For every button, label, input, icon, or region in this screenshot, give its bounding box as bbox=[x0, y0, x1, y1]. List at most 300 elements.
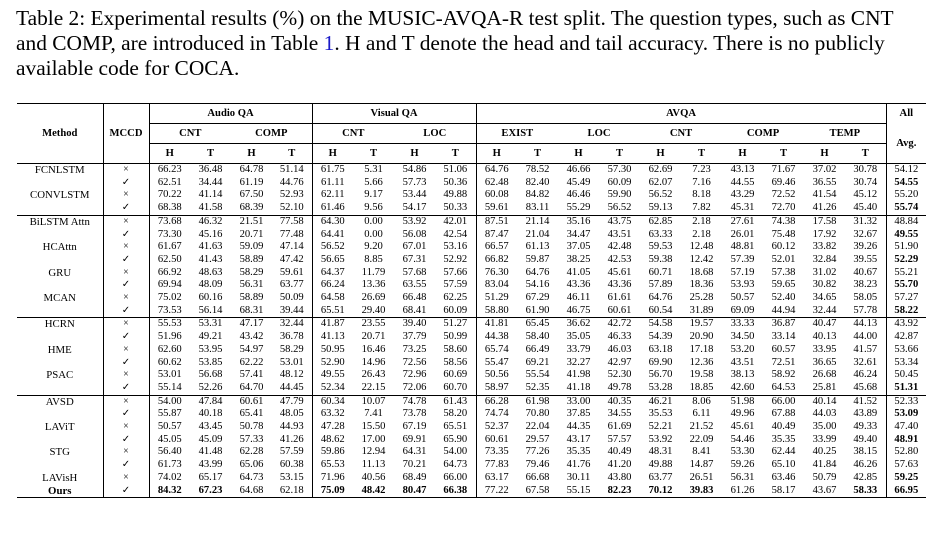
value-cell: 64.78 bbox=[231, 164, 272, 177]
value-cell: 56.52 bbox=[648, 189, 673, 201]
value-cell: 68.31 bbox=[239, 304, 264, 316]
value-cell: 57.39 bbox=[730, 253, 755, 265]
value-cell: 32.27 bbox=[566, 356, 591, 368]
value-cell: 59.65 bbox=[771, 279, 796, 291]
value-cell: 73.25 bbox=[402, 343, 427, 355]
value-cell: 64.73 bbox=[435, 459, 476, 472]
value-cell: 40.56 bbox=[361, 471, 386, 483]
value-cell: 59.09 bbox=[239, 241, 264, 253]
value-cell: 41.14 bbox=[198, 189, 223, 201]
avg-header: Avg. bbox=[896, 137, 917, 149]
visual-qa-header: Visual QA bbox=[312, 104, 476, 124]
method-cell: AVSD bbox=[17, 395, 103, 408]
value-cell: 40.35 bbox=[599, 395, 640, 408]
value-cell: 47.28 bbox=[320, 421, 345, 433]
value-cell: 46.33 bbox=[607, 331, 632, 343]
value-cell: 7.82 bbox=[692, 202, 711, 214]
value-cell: 55.54 bbox=[525, 369, 550, 381]
value-cell: 78.52 bbox=[517, 164, 558, 177]
value-cell: 59.13 bbox=[648, 202, 673, 214]
value-cell: 6.11 bbox=[692, 408, 711, 420]
value-cell: 65.45 bbox=[517, 318, 558, 331]
value-cell: 46.26 bbox=[845, 459, 886, 472]
value-cell: 37.05 bbox=[566, 241, 591, 253]
value-cell: 49.21 bbox=[198, 331, 223, 343]
value-cell: 12.94 bbox=[361, 446, 386, 458]
value-cell: 63.46 bbox=[771, 471, 796, 483]
value-cell: 73.68 bbox=[149, 215, 190, 228]
value-cell: 18.68 bbox=[689, 266, 714, 278]
value-cell: 50.33 bbox=[435, 202, 476, 215]
value-cell: 26.43 bbox=[361, 369, 386, 381]
value-cell: 30.82 bbox=[812, 279, 837, 291]
value-cell: 55.70 bbox=[894, 279, 919, 291]
value-cell: 45.61 bbox=[607, 266, 632, 278]
value-cell: 23.55 bbox=[353, 318, 394, 331]
value-cell: 82.23 bbox=[607, 484, 632, 496]
value-cell: 8.85 bbox=[364, 253, 383, 265]
value-cell: 52.26 bbox=[198, 381, 223, 393]
value-cell: 41.13 bbox=[320, 331, 345, 343]
all-header: All bbox=[899, 108, 914, 120]
check-icon: ✓ bbox=[103, 177, 149, 190]
value-cell: 50.78 bbox=[239, 421, 264, 433]
value-cell: 41.52 bbox=[845, 395, 886, 408]
value-cell: 49.96 bbox=[730, 408, 755, 420]
check-icon: ✓ bbox=[103, 357, 149, 370]
value-cell: 41.48 bbox=[198, 446, 223, 458]
value-cell: 39.26 bbox=[845, 241, 886, 254]
cross-icon: × bbox=[103, 164, 149, 177]
value-cell: 40.25 bbox=[812, 446, 837, 458]
value-cell: 30.78 bbox=[845, 164, 886, 177]
value-cell: 57.63 bbox=[894, 459, 919, 471]
cross-icon: × bbox=[103, 446, 149, 459]
value-cell: 13.36 bbox=[361, 279, 386, 291]
value-cell: 51.14 bbox=[272, 164, 312, 177]
value-cell: 67.88 bbox=[771, 408, 796, 420]
value-cell: 62.85 bbox=[640, 215, 681, 228]
value-cell: 61.67 bbox=[157, 241, 182, 253]
value-cell: 2.18 bbox=[681, 215, 722, 228]
avqa-header: AVQA bbox=[476, 104, 886, 124]
value-cell: 33.33 bbox=[722, 318, 763, 331]
value-cell: 31.89 bbox=[689, 304, 714, 316]
value-cell: 53.44 bbox=[402, 189, 427, 201]
value-cell: 63.18 bbox=[648, 343, 673, 355]
value-cell: 52.40 bbox=[771, 292, 796, 304]
value-cell: 41.98 bbox=[566, 369, 591, 381]
value-cell: 43.29 bbox=[730, 189, 755, 201]
value-cell: 17.00 bbox=[361, 433, 386, 445]
value-cell: 70.21 bbox=[402, 459, 427, 471]
value-cell: 65.06 bbox=[239, 459, 264, 471]
value-cell: 19.58 bbox=[689, 369, 714, 381]
value-cell: 42.01 bbox=[435, 215, 476, 228]
value-cell: 63.17 bbox=[484, 471, 509, 483]
value-cell: 48.62 bbox=[320, 433, 345, 445]
value-cell: 7.16 bbox=[692, 176, 711, 188]
value-cell: 56.08 bbox=[402, 228, 427, 240]
table-row bbox=[17, 434, 926, 447]
value-cell: 56.31 bbox=[239, 279, 264, 291]
value-cell: 61.43 bbox=[435, 395, 476, 408]
value-cell: 61.75 bbox=[312, 164, 353, 177]
value-cell: 43.36 bbox=[566, 279, 591, 291]
value-cell: 66.24 bbox=[320, 279, 345, 291]
value-cell: 39.40 bbox=[394, 318, 435, 331]
value-cell: 60.57 bbox=[771, 343, 796, 355]
value-cell: 2.18 bbox=[692, 228, 711, 240]
value-cell: 84.32 bbox=[157, 484, 182, 496]
value-cell: 33.00 bbox=[558, 395, 599, 408]
value-cell: 61.61 bbox=[607, 292, 632, 304]
value-cell: 55.20 bbox=[894, 189, 919, 201]
value-cell: 48.91 bbox=[894, 433, 919, 445]
value-cell: 54.55 bbox=[894, 176, 919, 188]
value-cell: 12.42 bbox=[689, 253, 714, 265]
sub-header-visual-cnt: CNT bbox=[312, 124, 394, 144]
value-cell: 33.95 bbox=[812, 343, 837, 355]
value-cell: 50.57 bbox=[157, 421, 182, 433]
table-row bbox=[17, 279, 926, 292]
value-cell: 53.85 bbox=[198, 356, 223, 368]
value-cell: 54.12 bbox=[886, 164, 926, 177]
value-cell: 57.66 bbox=[435, 267, 476, 280]
method-cell bbox=[17, 177, 103, 190]
value-cell: 42.53 bbox=[607, 253, 632, 265]
value-cell: 64.37 bbox=[320, 266, 345, 278]
value-cell: 42.54 bbox=[435, 229, 476, 242]
value-cell: 40.49 bbox=[607, 446, 632, 458]
value-cell: 57.27 bbox=[894, 292, 919, 304]
value-cell: 44.76 bbox=[272, 177, 312, 190]
sub-header-avqa-loc: LOC bbox=[558, 124, 640, 144]
value-cell: 47.79 bbox=[272, 395, 312, 408]
method-cell: STG bbox=[17, 446, 103, 459]
sub-header-visual-loc: LOC bbox=[394, 124, 476, 144]
value-cell: 57.19 bbox=[730, 266, 755, 278]
value-cell: 34.50 bbox=[730, 331, 755, 343]
method-cell: HME bbox=[17, 344, 103, 357]
value-cell: 49.78 bbox=[607, 381, 632, 393]
value-cell: 54.86 bbox=[394, 164, 435, 177]
value-cell: 53.31 bbox=[190, 318, 231, 331]
value-cell: 46.46 bbox=[566, 189, 591, 201]
value-cell: 41.05 bbox=[566, 266, 591, 278]
value-cell: 20.71 bbox=[239, 228, 264, 240]
value-cell: 54.16 bbox=[525, 279, 550, 291]
check-icon: ✓ bbox=[103, 485, 149, 498]
value-cell: 8.06 bbox=[681, 395, 722, 408]
value-cell: 57.33 bbox=[239, 433, 264, 445]
value-cell: 53.01 bbox=[157, 369, 182, 381]
value-cell: 32.84 bbox=[812, 253, 837, 265]
value-cell: 32.67 bbox=[845, 229, 886, 242]
value-cell: 64.76 bbox=[525, 266, 550, 278]
value-cell: 62.50 bbox=[157, 253, 182, 265]
table-row bbox=[17, 202, 926, 215]
value-cell: 57.59 bbox=[272, 446, 312, 459]
table-row bbox=[17, 241, 926, 254]
value-cell: 77.48 bbox=[272, 229, 312, 242]
table-row bbox=[17, 229, 926, 242]
value-cell: 41.84 bbox=[812, 459, 837, 471]
value-cell: 61.73 bbox=[157, 459, 182, 471]
value-cell: 5.31 bbox=[353, 164, 394, 177]
value-cell: 56.52 bbox=[607, 202, 632, 214]
caption-suffix: . H and T denote the head and tail accuracy. There is no publicly available code for COCA. bbox=[16, 31, 885, 80]
value-cell: 36.78 bbox=[272, 331, 312, 344]
head-accuracy-header: H bbox=[738, 148, 747, 159]
value-cell: 44.00 bbox=[845, 331, 886, 344]
value-cell: 21.04 bbox=[525, 228, 550, 240]
value-cell: 52.30 bbox=[607, 369, 632, 381]
value-cell: 7.41 bbox=[364, 408, 383, 420]
value-cell: 17.92 bbox=[812, 228, 837, 240]
value-cell: 0.00 bbox=[364, 228, 383, 240]
value-cell: 29.40 bbox=[361, 304, 386, 316]
value-cell: 35.05 bbox=[566, 331, 591, 343]
value-cell: 26.68 bbox=[812, 369, 837, 381]
value-cell: 67.31 bbox=[402, 253, 427, 265]
value-cell: 65.51 bbox=[320, 304, 345, 316]
check-icon: ✓ bbox=[103, 382, 149, 395]
head-accuracy-header: H bbox=[656, 148, 665, 159]
value-cell: 60.71 bbox=[648, 266, 673, 278]
value-cell: 68.49 bbox=[402, 471, 427, 483]
value-cell: 61.11 bbox=[321, 176, 345, 188]
value-cell: 47.17 bbox=[231, 318, 272, 331]
value-cell: 5.66 bbox=[364, 176, 383, 188]
value-cell: 64.68 bbox=[239, 484, 264, 496]
value-cell: 33.99 bbox=[812, 433, 837, 445]
value-cell: 34.44 bbox=[198, 176, 223, 188]
value-cell: 58.20 bbox=[435, 408, 476, 421]
sub-header-audio-cnt: CNT bbox=[149, 124, 231, 144]
value-cell: 57.68 bbox=[402, 266, 427, 278]
value-cell: 46.24 bbox=[845, 369, 886, 382]
value-cell: 58.89 bbox=[239, 253, 264, 265]
value-cell: 43.99 bbox=[198, 459, 223, 471]
value-cell: 62.22 bbox=[239, 356, 264, 368]
value-cell: 52.01 bbox=[771, 253, 796, 265]
value-cell: 41.26 bbox=[272, 434, 312, 447]
value-cell: 66.82 bbox=[484, 253, 509, 265]
value-cell: 60.09 bbox=[607, 176, 632, 188]
method-cell bbox=[17, 202, 103, 215]
method-cell bbox=[17, 408, 103, 421]
value-cell: 47.84 bbox=[190, 395, 231, 408]
check-icon: ✓ bbox=[103, 305, 149, 318]
value-cell: 35.16 bbox=[558, 215, 599, 228]
value-cell: 21.51 bbox=[231, 215, 272, 228]
table-row bbox=[17, 215, 926, 228]
tail-accuracy-header: T bbox=[369, 148, 378, 159]
value-cell: 57.78 bbox=[845, 305, 886, 318]
value-cell: 56.31 bbox=[730, 471, 755, 483]
sub-header-avqa-comp: COMP bbox=[722, 124, 804, 144]
value-cell: 62.28 bbox=[239, 446, 264, 458]
value-cell: 69.09 bbox=[730, 304, 755, 316]
value-cell: 51.31 bbox=[894, 381, 919, 393]
check-icon: ✓ bbox=[103, 254, 149, 267]
table-reference-link[interactable]: 1 bbox=[323, 31, 335, 55]
value-cell: 41.63 bbox=[198, 241, 223, 253]
value-cell: 60.61 bbox=[484, 433, 509, 445]
value-cell: 57.59 bbox=[435, 279, 476, 292]
value-cell: 47.14 bbox=[272, 241, 312, 254]
value-cell: 53.01 bbox=[272, 357, 312, 370]
sub-header-avqa-temp: TEMP bbox=[804, 124, 886, 144]
table-row bbox=[17, 459, 926, 472]
value-cell: 27.61 bbox=[722, 215, 763, 228]
value-cell: 31.32 bbox=[845, 215, 886, 228]
value-cell: 66.38 bbox=[435, 485, 476, 498]
value-cell: 61.26 bbox=[730, 484, 755, 496]
sub-header-avqa-cnt: CNT bbox=[640, 124, 722, 144]
value-cell: 50.45 bbox=[894, 369, 919, 381]
value-cell: 53.15 bbox=[272, 472, 312, 485]
value-cell: 29.57 bbox=[525, 433, 550, 445]
value-cell: 43.80 bbox=[607, 471, 632, 483]
value-cell: 53.28 bbox=[648, 381, 673, 393]
value-cell: 43.51 bbox=[607, 228, 632, 240]
value-cell: 79.46 bbox=[525, 459, 550, 471]
value-cell: 35.53 bbox=[648, 408, 673, 420]
value-cell: 7.23 bbox=[681, 164, 722, 177]
method-cell bbox=[17, 382, 103, 395]
value-cell: 32.44 bbox=[812, 304, 837, 316]
value-cell: 42.48 bbox=[607, 241, 632, 253]
value-cell: 46.66 bbox=[558, 164, 599, 177]
value-cell: 33.79 bbox=[566, 343, 591, 355]
value-cell: 48.42 bbox=[361, 484, 386, 496]
method-cell: Ours bbox=[17, 485, 103, 498]
value-cell: 36.55 bbox=[812, 176, 837, 188]
value-cell: 72.70 bbox=[771, 202, 796, 214]
value-cell: 37.02 bbox=[804, 164, 845, 177]
value-cell: 56.14 bbox=[198, 304, 223, 316]
table-row bbox=[17, 305, 926, 318]
head-accuracy-header: H bbox=[328, 148, 337, 159]
value-cell: 50.95 bbox=[320, 343, 345, 355]
value-cell: 43.45 bbox=[198, 421, 223, 433]
table-row bbox=[17, 177, 926, 190]
value-cell: 53.95 bbox=[198, 343, 223, 355]
value-cell: 55.74 bbox=[894, 202, 919, 214]
value-cell: 58.17 bbox=[771, 484, 796, 496]
value-cell: 45.09 bbox=[198, 433, 223, 445]
value-cell: 8.18 bbox=[692, 189, 711, 201]
value-cell: 66.28 bbox=[476, 395, 517, 408]
value-cell: 34.65 bbox=[812, 292, 837, 304]
value-cell: 71.96 bbox=[320, 471, 345, 483]
check-icon: ✓ bbox=[103, 229, 149, 242]
value-cell: 45.49 bbox=[566, 176, 591, 188]
value-cell: 72.96 bbox=[402, 369, 427, 381]
value-cell: 73.30 bbox=[157, 228, 182, 240]
value-cell: 55.14 bbox=[157, 381, 182, 393]
value-cell: 61.69 bbox=[607, 421, 632, 433]
value-cell: 25.28 bbox=[689, 292, 714, 304]
value-cell: 48.31 bbox=[648, 446, 673, 458]
value-cell: 59.25 bbox=[894, 471, 919, 483]
value-cell: 45.40 bbox=[845, 202, 886, 215]
cross-icon: × bbox=[103, 189, 149, 202]
value-cell: 52.35 bbox=[525, 381, 550, 393]
value-cell: 49.88 bbox=[648, 459, 673, 471]
cross-icon: × bbox=[103, 472, 149, 485]
table-row bbox=[17, 292, 926, 305]
value-cell: 12.36 bbox=[689, 356, 714, 368]
value-cell: 8.41 bbox=[692, 446, 711, 458]
value-cell: 56.68 bbox=[198, 369, 223, 381]
results-table-container bbox=[17, 103, 924, 498]
value-cell: 69.94 bbox=[157, 279, 182, 291]
table-row bbox=[17, 254, 926, 267]
method-cell: HCRN bbox=[17, 318, 103, 331]
value-cell: 54.39 bbox=[648, 331, 673, 343]
value-cell: 39.44 bbox=[272, 305, 312, 318]
value-cell: 66.00 bbox=[435, 472, 476, 485]
value-cell: 16.46 bbox=[361, 343, 386, 355]
head-accuracy-header: H bbox=[165, 148, 174, 159]
method-cell: GRU bbox=[17, 267, 103, 280]
tail-accuracy-header: T bbox=[615, 148, 624, 159]
value-cell: 19.57 bbox=[681, 318, 722, 331]
value-cell: 55.53 bbox=[149, 318, 190, 331]
value-cell: 55.47 bbox=[484, 356, 509, 368]
value-cell: 58.60 bbox=[435, 344, 476, 357]
value-cell: 65.90 bbox=[435, 434, 476, 447]
audio-qa-header: Audio QA bbox=[149, 104, 312, 124]
value-cell: 26.01 bbox=[730, 228, 755, 240]
table-row bbox=[17, 408, 926, 421]
value-cell: 77.58 bbox=[272, 215, 312, 228]
cross-icon: × bbox=[103, 421, 149, 434]
cross-icon: × bbox=[103, 292, 149, 305]
value-cell: 58.80 bbox=[484, 304, 509, 316]
value-cell: 61.19 bbox=[239, 176, 264, 188]
value-cell: 42.97 bbox=[607, 356, 632, 368]
value-cell: 87.51 bbox=[476, 215, 517, 228]
value-cell: 49.55 bbox=[894, 228, 919, 240]
value-cell: 52.37 bbox=[484, 421, 509, 433]
value-cell: 69.46 bbox=[771, 176, 796, 188]
value-cell: 57.57 bbox=[607, 433, 632, 445]
check-icon: ✓ bbox=[103, 408, 149, 421]
value-cell: 34.55 bbox=[607, 408, 632, 420]
table-row bbox=[17, 395, 926, 408]
value-cell: 51.06 bbox=[435, 164, 476, 177]
value-cell: 76.30 bbox=[484, 266, 509, 278]
value-cell: 20.90 bbox=[689, 331, 714, 343]
value-cell: 0.00 bbox=[353, 215, 394, 228]
value-cell: 56.40 bbox=[157, 446, 182, 458]
value-cell: 44.55 bbox=[730, 176, 755, 188]
value-cell: 66.49 bbox=[525, 343, 550, 355]
value-cell: 54.00 bbox=[149, 395, 190, 408]
value-cell: 64.58 bbox=[320, 292, 345, 304]
value-cell: 47.40 bbox=[894, 421, 919, 433]
value-cell: 60.61 bbox=[607, 304, 632, 316]
value-cell: 58.29 bbox=[272, 344, 312, 357]
value-cell: 74.02 bbox=[157, 471, 182, 483]
value-cell: 26.69 bbox=[361, 292, 386, 304]
value-cell: 65.53 bbox=[320, 459, 345, 471]
value-cell: 72.56 bbox=[402, 356, 427, 368]
